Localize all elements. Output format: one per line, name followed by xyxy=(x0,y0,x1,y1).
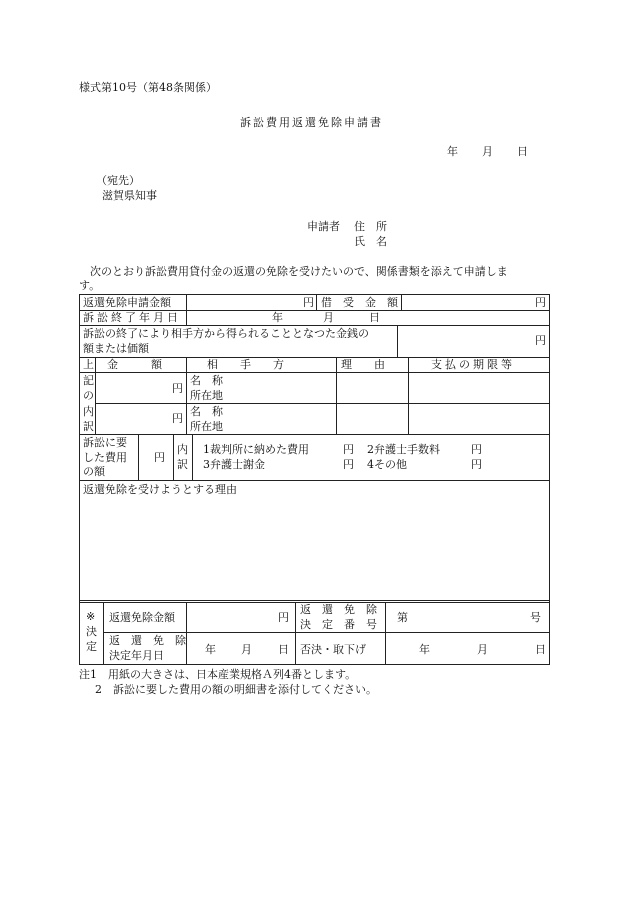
number-prefix: 第 xyxy=(397,611,408,624)
date-year: 年 xyxy=(447,145,458,158)
decision-label: 決 xyxy=(86,625,97,638)
month-unit: 月 xyxy=(241,643,252,656)
yen-unit: 円 xyxy=(278,611,289,624)
year-unit: 年 xyxy=(419,643,430,656)
yen-unit: 円 xyxy=(343,443,354,456)
rejection-withdrawal-label: 否決・取下げ xyxy=(300,643,366,656)
decision-number-label: 決 定 番 号 xyxy=(300,618,377,631)
reason-column-header: 理 由 xyxy=(341,358,385,371)
loan-amount-label: 借 受 金 額 xyxy=(321,296,398,309)
yen-unit: 円 xyxy=(471,458,482,471)
recoverable-amount-label-line1: 訴訟の終了により相手方から得られることとなつた金銭の xyxy=(83,327,369,340)
intro-text-line2: す。 xyxy=(79,279,101,292)
month-unit: 月 xyxy=(323,311,334,324)
yen-unit: 円 xyxy=(154,451,165,464)
form-number: 様式第10号（第48条関係） xyxy=(79,81,217,94)
intro-text-line1: 次のとおり訴訟費用貸付金の返還の免除を受けたいので、関係書類を添えて申請しま xyxy=(90,265,508,278)
yen-unit: 円 xyxy=(172,382,183,395)
decision-date-label: 返 還 免 除 xyxy=(109,634,186,647)
addressee-label: （宛先） xyxy=(96,174,140,187)
yen-unit: 円 xyxy=(303,296,314,309)
decision-number-label: 返 還 免 除 xyxy=(300,603,377,616)
applicant-label: 申請者 xyxy=(307,220,340,233)
addressee: 滋賀県知事 xyxy=(102,189,157,202)
lawsuit-end-date-label: 訴訟終了年月日 xyxy=(83,311,181,324)
day-unit: 日 xyxy=(278,643,289,656)
litigation-costs-label: した費用 xyxy=(83,451,127,464)
exemption-reason-label: 返還免除を受けようとする理由 xyxy=(83,483,237,496)
cost-item-court-fees: 1裁判所に納めた費用 xyxy=(203,443,309,456)
yen-unit: 円 xyxy=(535,296,546,309)
form-title: 訴訟費用返還免除申請書 xyxy=(240,116,383,129)
breakdown-side-label: の xyxy=(83,389,94,402)
breakdown-side-label: 内 xyxy=(83,405,94,418)
breakdown-side-label: 訳 xyxy=(83,420,94,433)
note-2: 2 訴訟に要した費用の額の明細書を添付してください。 xyxy=(95,683,377,696)
yen-unit: 円 xyxy=(172,412,183,425)
official-use-mark: ※ xyxy=(86,610,96,623)
costs-breakdown-label: 訳 xyxy=(177,458,188,471)
decision-label: 定 xyxy=(86,640,97,653)
day-unit: 日 xyxy=(535,643,546,656)
day-unit: 日 xyxy=(369,311,380,324)
counterparty-name-label: 名 称 xyxy=(190,374,223,387)
payment-deadline-column-header: 支払の期限等 xyxy=(431,358,515,371)
date-day: 日 xyxy=(517,145,528,158)
application-form-table xyxy=(79,294,550,665)
name-label: 氏 名 xyxy=(354,235,387,248)
note-1: 注1 用紙の大きさは、日本産業規格Ａ列4番とします。 xyxy=(79,668,357,681)
yen-unit: 円 xyxy=(471,443,482,456)
month-unit: 月 xyxy=(477,643,488,656)
cost-item-attorney-reward: 3弁護士謝金 xyxy=(203,458,265,471)
yen-unit: 円 xyxy=(343,458,354,471)
date-month: 月 xyxy=(482,145,493,158)
refund-exemption-amount-label: 返還免除申請金額 xyxy=(83,296,171,309)
amount-column-header: 金 額 xyxy=(107,358,162,371)
recoverable-amount-label-line2: 額または価額 xyxy=(83,342,149,355)
yen-unit: 円 xyxy=(535,334,546,347)
decision-date-label: 決定年月日 xyxy=(109,649,164,662)
counterparty-location-label: 所在地 xyxy=(190,420,223,433)
address-label: 住 所 xyxy=(354,220,387,233)
year-unit: 年 xyxy=(272,311,283,324)
cost-item-attorney-fee: 2弁護士手数料 xyxy=(367,443,440,456)
exemption-amount-label: 返還免除金額 xyxy=(109,611,175,624)
year-unit: 年 xyxy=(205,643,216,656)
breakdown-side-label: 上 xyxy=(83,358,94,371)
breakdown-side-label: 記 xyxy=(83,374,94,387)
cost-item-other: 4その他 xyxy=(367,458,407,471)
number-suffix: 号 xyxy=(530,611,541,624)
counterparty-column-header: 相 手 方 xyxy=(207,358,284,371)
litigation-costs-label: の額 xyxy=(83,465,105,478)
counterparty-name-label: 名 称 xyxy=(190,405,223,418)
litigation-costs-label: 訴訟に要 xyxy=(83,436,127,449)
costs-breakdown-label: 内 xyxy=(177,443,188,456)
counterparty-location-label: 所在地 xyxy=(190,389,223,402)
